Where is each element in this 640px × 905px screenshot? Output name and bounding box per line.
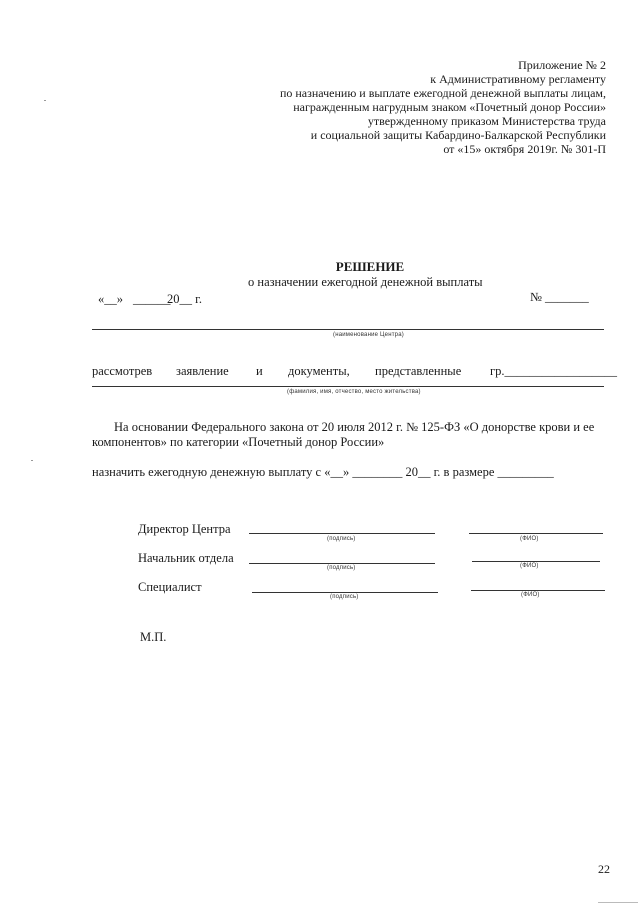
- scan-edge-mark: [598, 902, 638, 903]
- signature-label-specialist: Специалист: [138, 580, 202, 594]
- header-line-regulation: к Административному регламенту: [430, 72, 606, 86]
- signature-label-director: Директор Центра: [138, 522, 231, 536]
- center-name-caption: (наименование Центра): [333, 332, 404, 338]
- name-caption-specialist: (ФИО): [521, 592, 540, 598]
- page-number: 22: [598, 862, 610, 876]
- assign-line: назначить ежегодную денежную выплату с «__» ________ 20__ г. в размере _________: [92, 465, 554, 479]
- name-rule-head: [472, 561, 600, 562]
- basis-line-2: компонентов» по категории «Почетный донор России»: [92, 435, 385, 449]
- name-rule-specialist: [471, 590, 605, 591]
- word-considering: рассмотрев: [92, 364, 153, 378]
- signature-caption-director: (подпись): [327, 536, 356, 542]
- signature-rule-head: [249, 563, 435, 564]
- citizen-field: гр.__________________: [490, 364, 618, 378]
- citizen-rule: [92, 386, 604, 387]
- name-caption-head: (ФИО): [520, 563, 539, 569]
- word-application: заявление: [176, 364, 229, 378]
- header-line-appendix: Приложение № 2: [518, 58, 606, 72]
- word-presented: представленные: [375, 364, 462, 378]
- signature-label-head: Начальник отдела: [138, 551, 234, 565]
- signature-caption-specialist: (подпись): [330, 594, 359, 600]
- header-line-badge: награжденным нагрудным знаком «Почетный донор России»: [293, 100, 606, 114]
- document-number: № _______: [530, 290, 589, 304]
- document-subtitle: о назначении ежегодной денежной выплаты: [248, 275, 483, 289]
- header-line-purpose: по назначению и выплате ежегодной денежной выплаты лицам,: [279, 86, 606, 100]
- name-caption-director: (ФИО): [520, 536, 539, 542]
- signature-rule-specialist: [252, 592, 438, 593]
- document-title: РЕШЕНИЕ: [335, 259, 405, 274]
- word-documents: документы,: [288, 364, 350, 378]
- word-and: и: [256, 364, 263, 378]
- scan-artifact: [44, 100, 46, 101]
- date-month: ______: [133, 292, 171, 306]
- header-line-approved: утвержденному приказом Министерства труда: [367, 114, 606, 128]
- header-line-order-date: от «15» октября 2019г. № 301-П: [443, 142, 606, 156]
- scan-artifact: [31, 460, 33, 461]
- citizen-caption: (фамилия, имя, отчество, место жительства): [287, 389, 421, 395]
- signature-caption-head: (подпись): [327, 565, 356, 571]
- name-rule-director: [469, 533, 603, 534]
- date-day: «__»: [98, 292, 123, 306]
- basis-line-1: На основании Федерального закона от 20 июля 2012 г. № 125-ФЗ «О донорстве крови и ее: [114, 420, 595, 434]
- date-year: 20__ г.: [167, 292, 202, 306]
- stamp-place: М.П.: [140, 630, 167, 644]
- center-name-rule: [92, 329, 604, 330]
- signature-rule-director: [249, 533, 435, 534]
- header-line-ministry: и социальной защиты Кабардино-Балкарской Республики: [310, 128, 606, 142]
